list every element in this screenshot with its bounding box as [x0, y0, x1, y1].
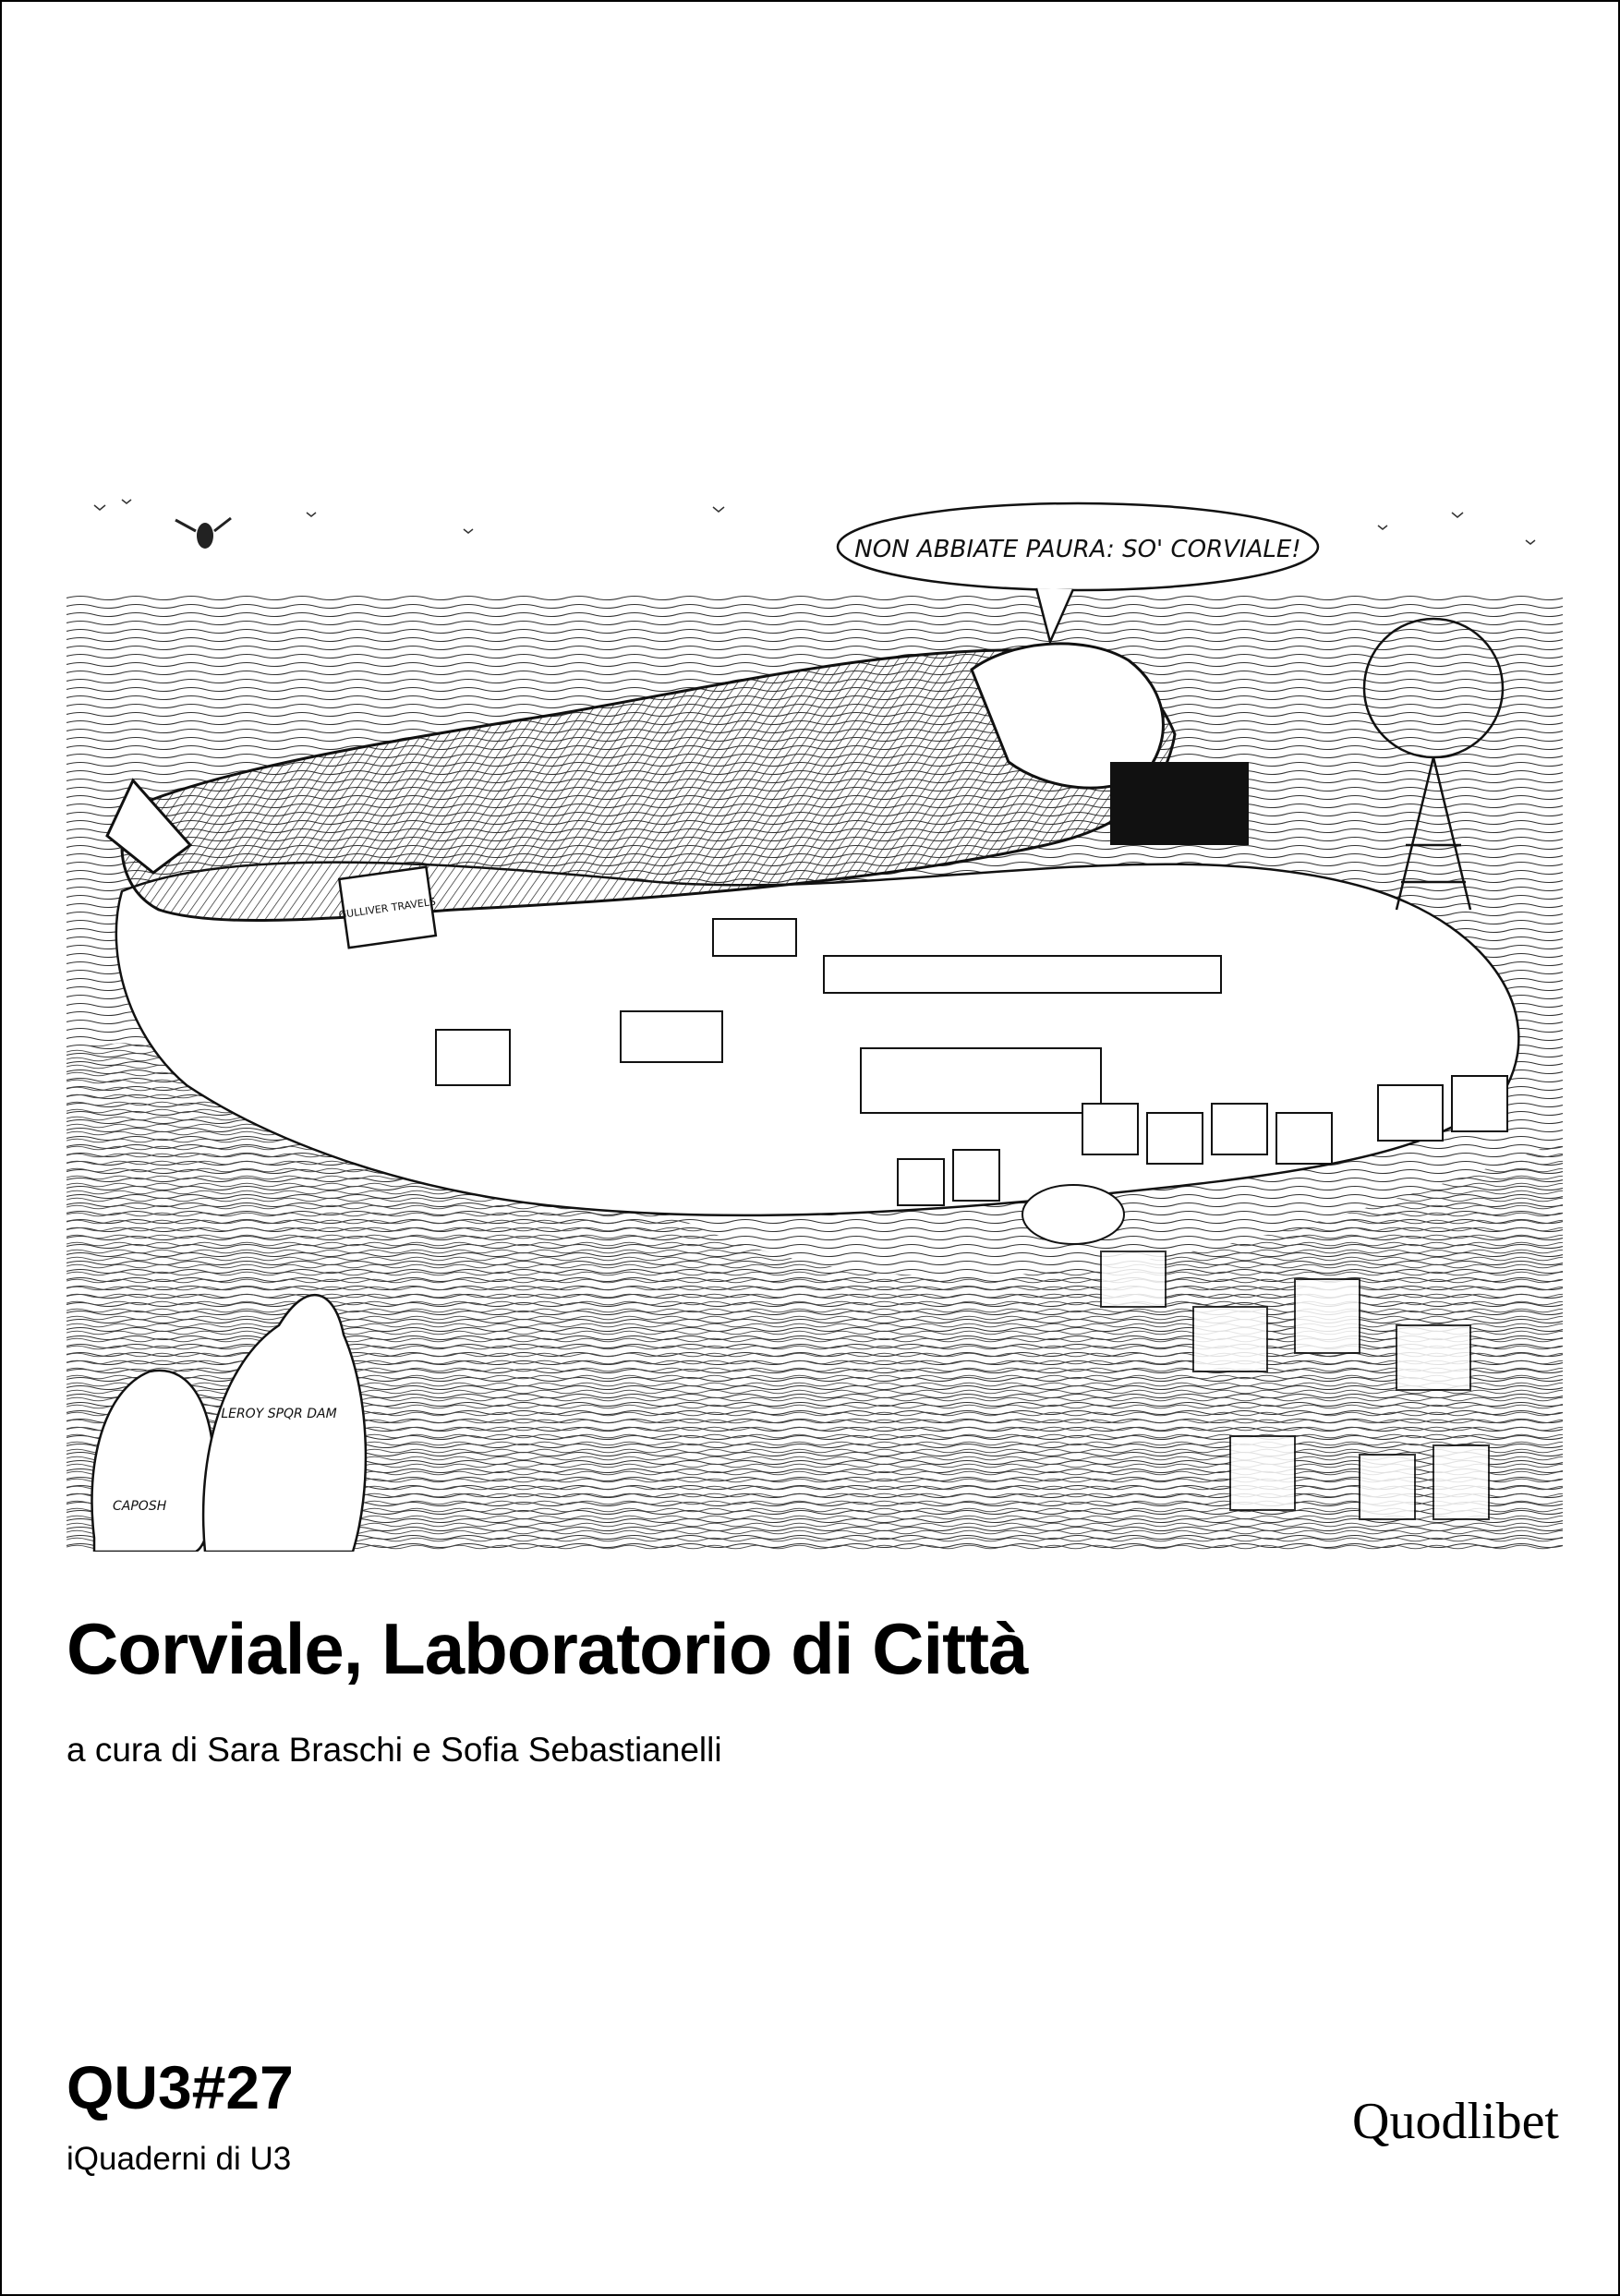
series-name: iQuaderni di U3 — [66, 2141, 292, 2177]
speech-bubble-text: NON ABBIATE PAURA: SO' CORVIALE! — [854, 536, 1301, 563]
book-label: GULLIVER TRAVELS — [337, 895, 437, 922]
cover-illustration — [66, 494, 1563, 1552]
series-number: QU3#27 — [66, 2053, 294, 2121]
publisher-name: Quodlibet — [1352, 2093, 1559, 2150]
graffiti-text: LEROY SPQR DAM — [221, 1407, 337, 1421]
flying-creature-icon — [175, 518, 231, 549]
artist-signature: CAPOSH — [113, 1499, 167, 1514]
book-title: Corviale, Laboratorio di Città — [66, 1608, 1028, 1689]
sky-birds — [94, 500, 1535, 544]
book-editors: a cura di Sara Braschi e Sofia Sebastianelli — [66, 1731, 722, 1769]
